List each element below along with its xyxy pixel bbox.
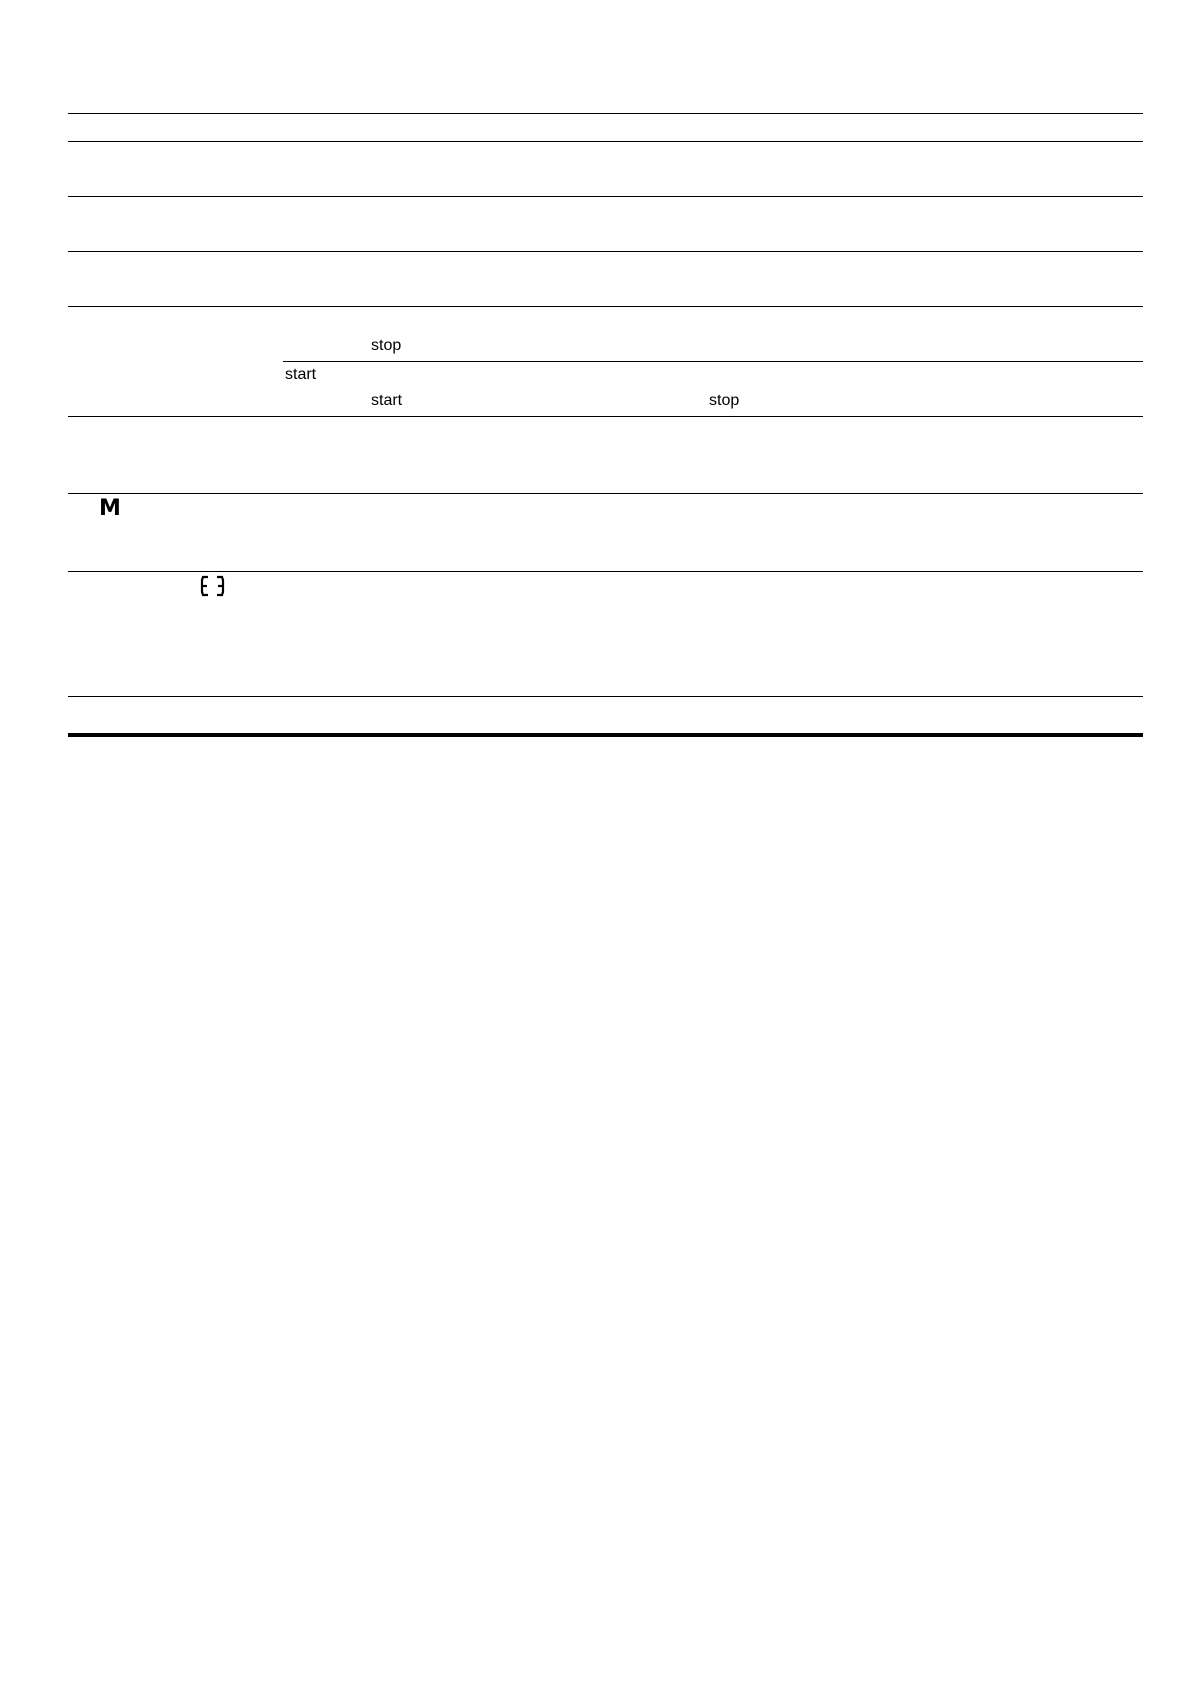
table-bottom-rule xyxy=(68,733,1143,737)
table-rule xyxy=(68,416,1143,417)
table-rule xyxy=(68,196,1143,197)
table-rule xyxy=(68,141,1143,142)
stop-label: stop xyxy=(709,392,740,409)
table-rule xyxy=(68,306,1143,307)
table-rule xyxy=(68,113,1143,114)
table-rule xyxy=(68,251,1143,252)
table-rule xyxy=(68,571,1143,572)
start-label: start xyxy=(371,392,403,409)
start-label: start xyxy=(285,366,317,383)
stop-label: stop xyxy=(371,337,402,354)
display-symbol-m: M xyxy=(99,496,121,521)
table-rule xyxy=(68,696,1143,697)
table-subrule xyxy=(283,361,1143,362)
table-rule xyxy=(68,493,1143,494)
segment-display-e3-icon xyxy=(200,575,226,597)
